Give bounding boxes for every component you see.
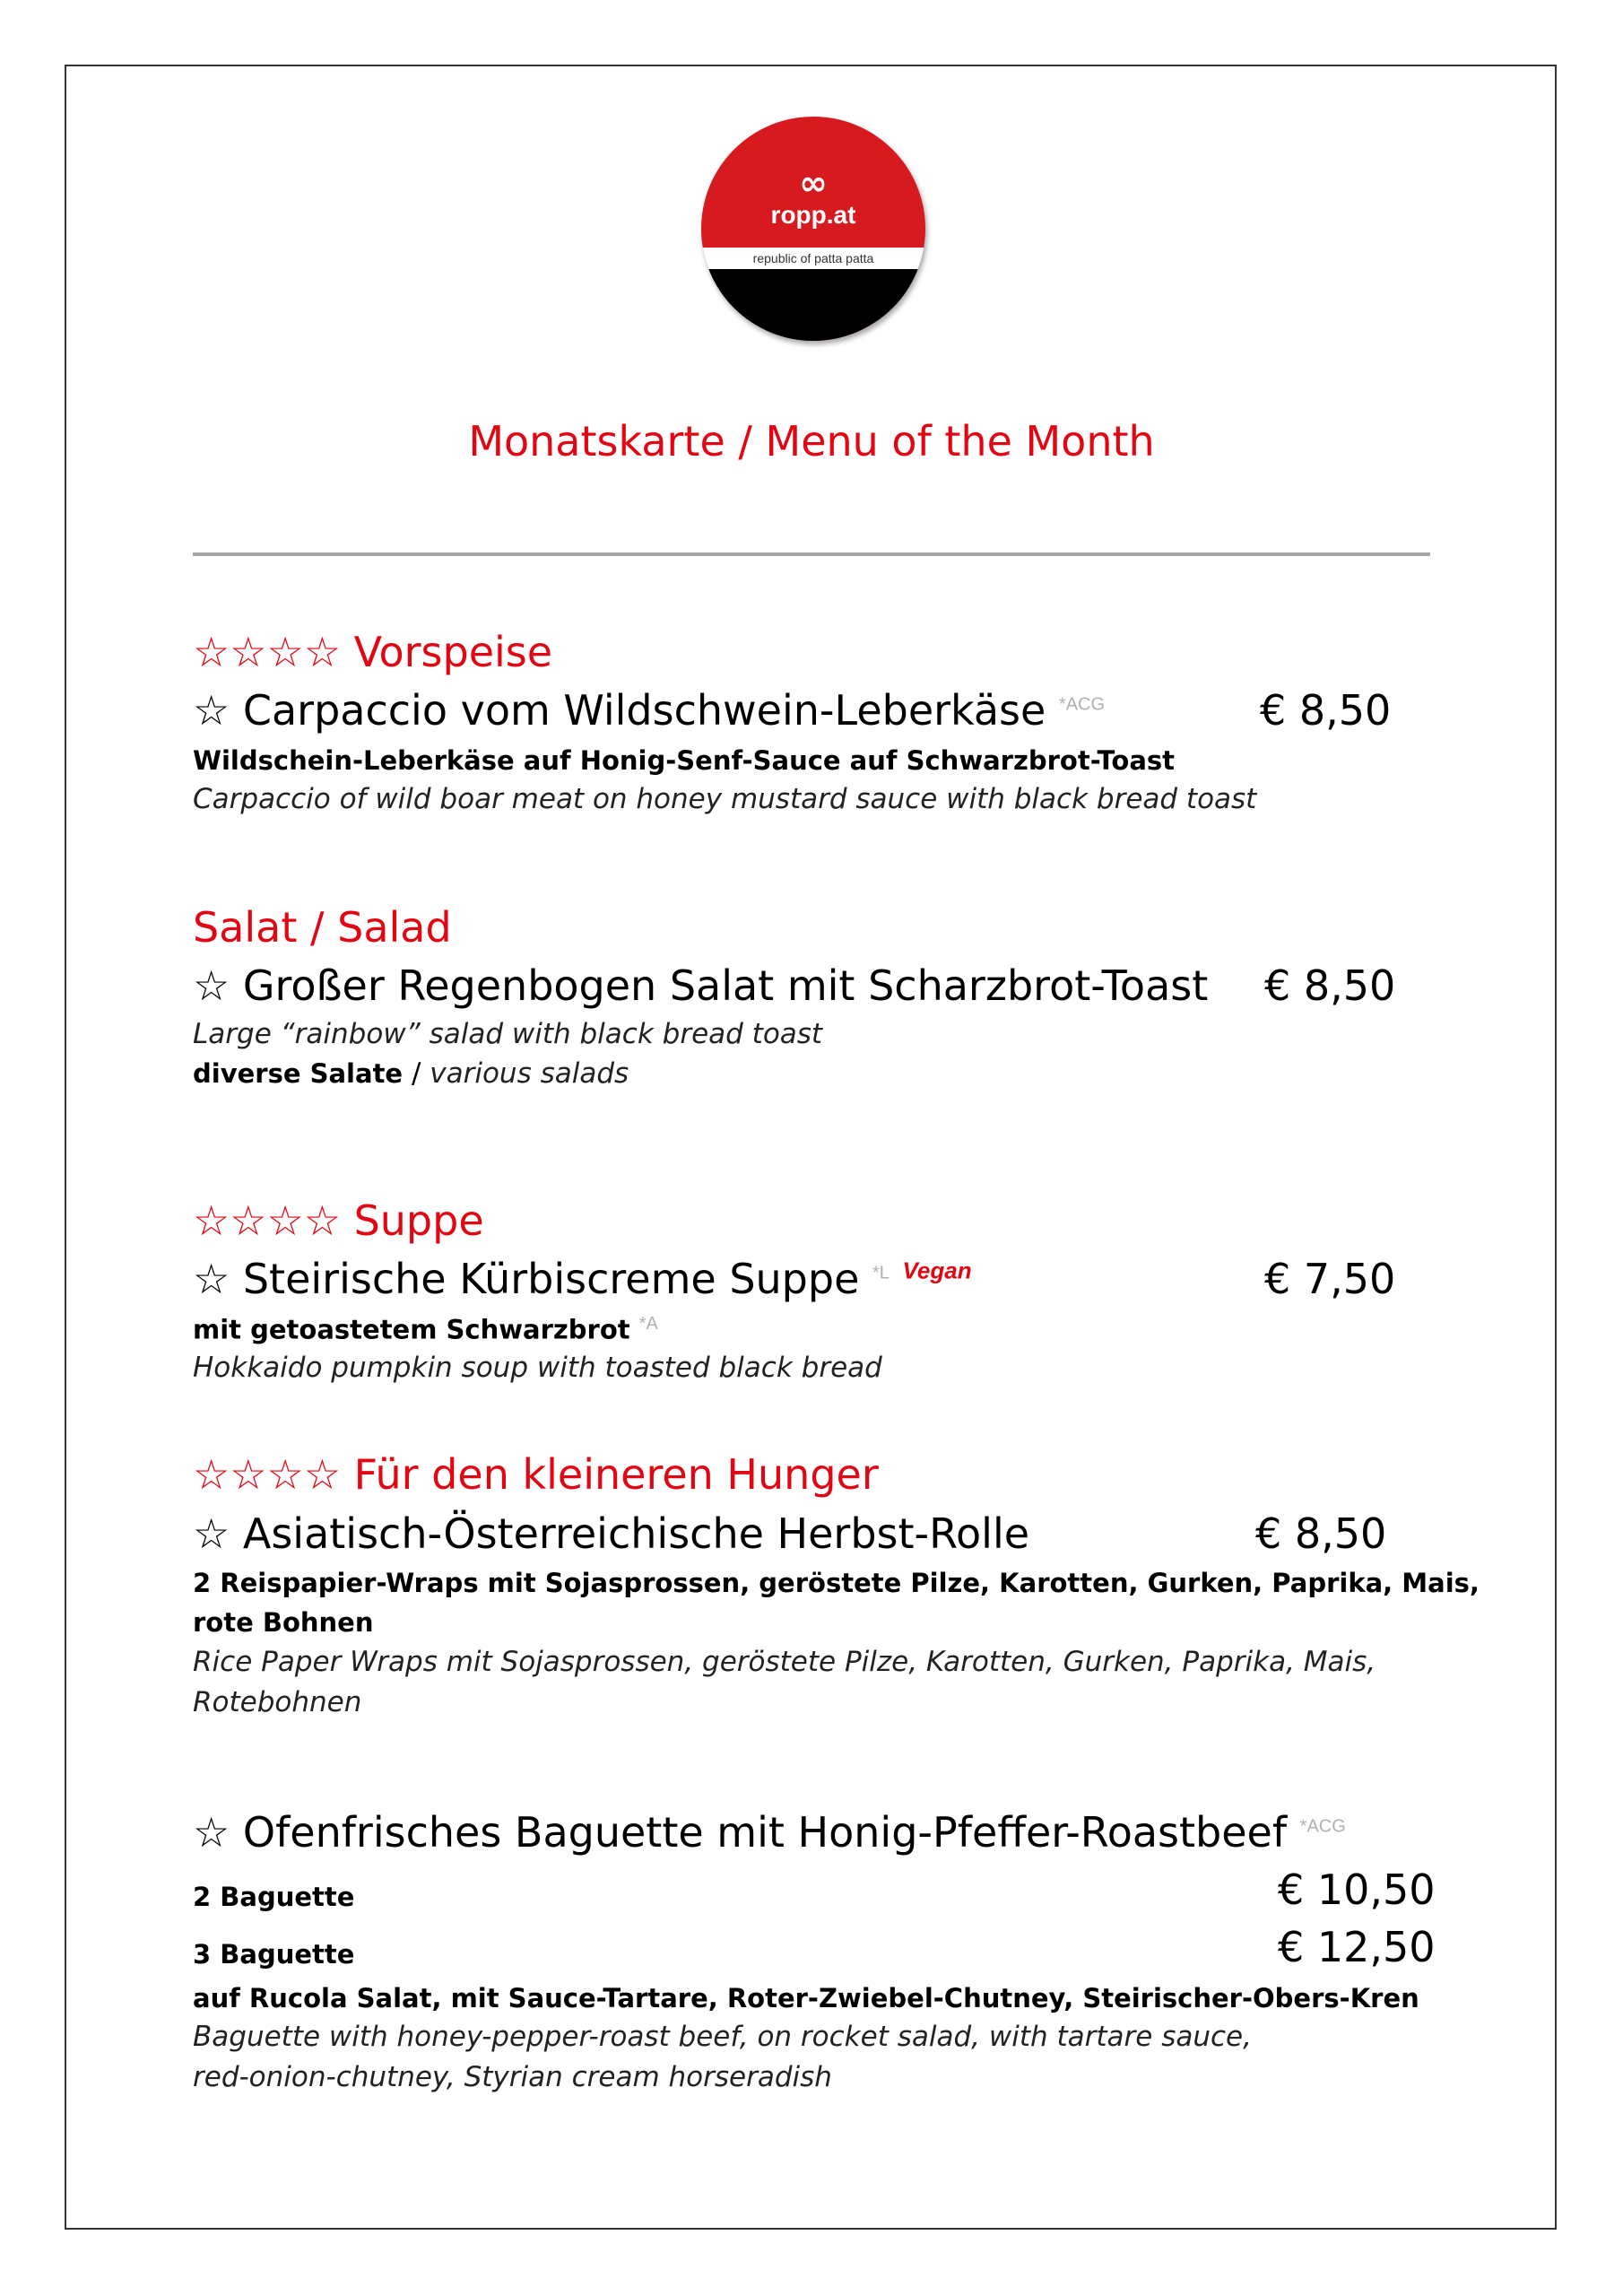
description-de-bold: diverse Salate	[193, 1058, 404, 1089]
description-de: auf Rucola Salat, mit Sauce-Tartare, Roter-Zwiebel-Chutney, Steirischer-Obers-Kren	[193, 1983, 1419, 2013]
dish-regenbogen-salat: ☆ Großer Regenbogen Salat mit Scharzbrot-Toast	[193, 961, 1209, 1010]
description-de-line2: rote Bohnen	[193, 1607, 374, 1638]
page-title: Monatskarte / Menu of the Month	[468, 417, 1155, 465]
price-3-baguette: € 12,50	[1278, 1923, 1436, 1971]
section-heading-suppe: ☆☆☆☆ Suppe	[193, 1196, 484, 1245]
description-de-text: mit getoastetem Schwarzbrot	[193, 1314, 630, 1345]
allergen-code: *ACG	[1058, 694, 1106, 715]
infinity-icon: ∞	[799, 163, 828, 203]
description-en: Hokkaido pumpkin soup with toasted black bread	[193, 1352, 882, 1384]
allergen-code: *A	[638, 1314, 658, 1334]
description-en-line2: Rotebohnen	[193, 1686, 362, 1718]
description-de: Wildschein-Leberkäse auf Honig-Senf-Sauce auf Schwarzbrot-Toast	[193, 745, 1176, 776]
allergen-code: *L	[872, 1263, 890, 1283]
section-heading-vorspeise: ☆☆☆☆ Vorspeise	[193, 628, 553, 676]
description-de	[193, 1314, 658, 1345]
ropp-logo	[701, 117, 925, 341]
price-carpaccio: € 8,50	[1260, 686, 1392, 735]
description-en: Large “rainbow” salad with black bread toast	[193, 1018, 823, 1050]
price-2-baguette: € 10,50	[1278, 1866, 1436, 1914]
description-en-line1: Baguette with honey-pepper-roast beef, on rocket salad, with tartare sauce,	[193, 2021, 1252, 2053]
section-heading-hunger: ☆☆☆☆ Für den kleineren Hunger	[193, 1450, 879, 1499]
price-herbst-rolle: € 8,50	[1255, 1509, 1387, 1558]
logo-tagline: republic of patta patta	[701, 248, 925, 269]
logo-black-band	[701, 269, 925, 341]
price-suppe: € 7,50	[1264, 1255, 1396, 1303]
description-de	[193, 1057, 629, 1090]
section-heading-salat: Salat / Salad	[193, 903, 452, 952]
dish-name: ☆ Steirische Kürbiscreme Suppe	[193, 1255, 860, 1303]
dish-kuerbiscreme-suppe	[193, 1255, 972, 1303]
divider	[193, 552, 1430, 556]
option-label-3-baguette: 3 Baguette	[193, 1939, 355, 1970]
description-en-line1: Rice Paper Wraps mit Sojasprossen, geröstete Pilze, Karotten, Gurken, Paprika, Mais,	[193, 1646, 1376, 1678]
description-en-inline: various salads	[430, 1057, 629, 1090]
separator: /	[403, 1057, 430, 1090]
logo-name: ropp.at	[770, 201, 856, 229]
dish-baguette-roastbeef	[193, 1808, 1346, 1857]
description-en: Carpaccio of wild boar meat on honey mustard sauce with black bread toast	[193, 783, 1257, 815]
option-label-2-baguette: 2 Baguette	[193, 1882, 355, 1912]
dish-name: ☆ Carpaccio vom Wildschwein-Leberkäse	[193, 686, 1046, 735]
vegan-badge: Vegan	[902, 1257, 972, 1284]
dish-name: ☆ Ofenfrisches Baguette mit Honig-Pfeffer-Roastbeef	[193, 1808, 1288, 1857]
allergen-code: *ACG	[1299, 1816, 1346, 1837]
description-de-line1: 2 Reispapier-Wraps mit Sojasprossen, geröstete Pilze, Karotten, Gurken, Paprika, Mais,	[193, 1568, 1480, 1598]
description-en-line2: red-onion-chutney, Styrian cream horseradish	[193, 2061, 832, 2093]
dish-herbst-rolle: ☆ Asiatisch-Österreichische Herbst-Rolle	[193, 1509, 1030, 1558]
dish-carpaccio	[193, 686, 1105, 735]
price-salat: € 8,50	[1264, 961, 1396, 1010]
